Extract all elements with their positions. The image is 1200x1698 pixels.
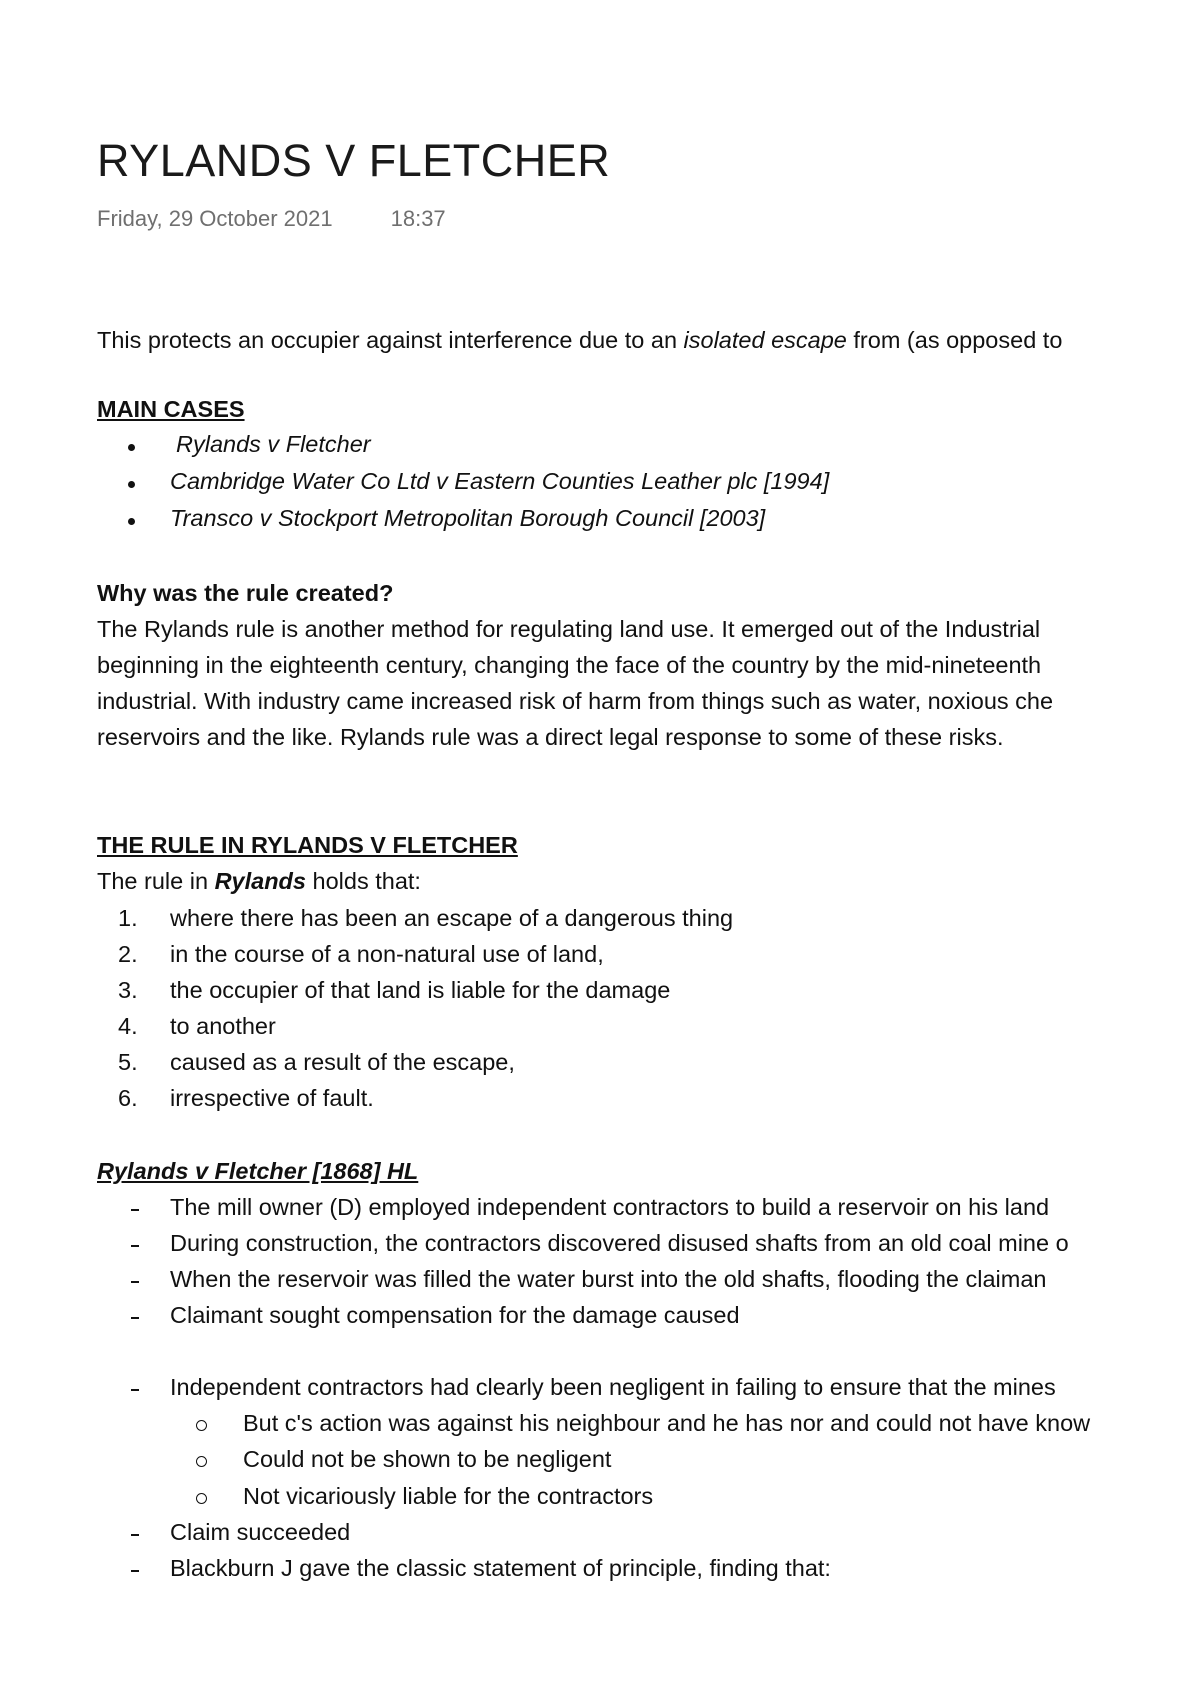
page-timestamp <box>97 206 446 232</box>
rule-heading: THE RULE IN RYLANDS V FLETCHER <box>97 832 518 858</box>
rule-item-number: 1. <box>118 905 138 931</box>
intro-text-italic: isolated escape <box>683 327 847 353</box>
rule-item: caused as a result of the escape, <box>170 1049 515 1075</box>
main-case-item: Rylands v Fletcher <box>176 431 371 457</box>
rule-item: where there has been an escape of a dangerous thing <box>170 905 734 931</box>
circle-bullet-icon <box>196 1493 207 1504</box>
rule-item-number: 2. <box>118 941 138 967</box>
circle-bullet-icon <box>196 1420 207 1431</box>
intro-text-before: This protects an occupier against interference due to an <box>97 327 684 353</box>
why-paragraph-line: The Rylands rule is another method for regulating land use. It emerged out of the Industrial <box>97 616 1041 642</box>
case-item: During construction, the contractors discovered disused shafts from an old coal mine o <box>170 1230 1069 1256</box>
case-heading: Rylands v Fletcher [1868] HL <box>97 1158 419 1184</box>
dash-bullet-icon <box>131 1209 139 1211</box>
why-heading: Why was the rule created? <box>97 580 394 606</box>
why-paragraph-line: reservoirs and the like. Rylands rule was a direct legal response to some of these risks. <box>97 724 1004 750</box>
bullet-icon <box>128 518 135 525</box>
dash-bullet-icon <box>131 1570 139 1572</box>
rule-intro-after: holds that: <box>305 868 421 894</box>
case-subitem: Could not be shown to be negligent <box>243 1446 612 1472</box>
bullet-icon <box>128 481 135 488</box>
circle-bullet-icon <box>196 1456 207 1467</box>
bullet-icon <box>128 444 135 451</box>
case-item: Claimant sought compensation for the damage caused <box>170 1302 740 1328</box>
rule-item: to another <box>170 1013 276 1039</box>
page-title: RYLANDS V FLETCHER <box>97 135 611 186</box>
main-case-item: Cambridge Water Co Ltd v Eastern Counties Leather plc [1994] <box>170 468 830 494</box>
rule-item: in the course of a non-natural use of land, <box>170 941 604 967</box>
dash-bullet-icon <box>131 1317 139 1319</box>
case-subitem: But c's action was against his neighbour and he has nor and could not have know <box>243 1410 1091 1436</box>
rule-intro <box>97 868 421 895</box>
case-item: Blackburn J gave the classic statement of principle, finding that: <box>170 1555 831 1581</box>
case-subitem: Not vicariously liable for the contractors <box>243 1483 654 1509</box>
page-time: 18:37 <box>390 206 446 231</box>
case-item: The mill owner (D) employed independent contractors to build a reservoir on his land <box>170 1194 1050 1220</box>
dash-bullet-icon <box>131 1534 139 1536</box>
rule-item-number: 5. <box>118 1049 138 1075</box>
rule-intro-emphasis: Rylands <box>214 868 306 894</box>
dash-bullet-icon <box>131 1281 139 1283</box>
dash-bullet-icon <box>131 1389 139 1391</box>
rule-item-number: 4. <box>118 1013 138 1039</box>
why-paragraph-line: industrial. With industry came increased risk of harm from things such as water, noxious che <box>97 688 1054 714</box>
rule-item: the occupier of that land is liable for the damage <box>170 977 671 1003</box>
case-item: Claim succeeded <box>170 1519 351 1545</box>
rule-intro-before: The rule in <box>97 868 215 894</box>
case-item: When the reservoir was filled the water burst into the old shafts, flooding the claiman <box>170 1266 1047 1292</box>
rule-item-number: 6. <box>118 1085 138 1111</box>
rule-item: irrespective of fault. <box>170 1085 374 1111</box>
intro-paragraph <box>97 327 1062 354</box>
main-cases-heading: MAIN CASES <box>97 396 245 422</box>
intro-text-after: from (as opposed to <box>846 327 1063 353</box>
page-date: Friday, 29 October 2021 <box>97 206 333 231</box>
case-item: Independent contractors had clearly been negligent in failing to ensure that the mines <box>170 1374 1056 1400</box>
rule-item-number: 3. <box>118 977 138 1003</box>
dash-bullet-icon <box>131 1245 139 1247</box>
main-case-item: Transco v Stockport Metropolitan Borough Council [2003] <box>170 505 766 531</box>
why-paragraph-line: beginning in the eighteenth century, changing the face of the country by the mid-nineteenth <box>97 652 1042 678</box>
